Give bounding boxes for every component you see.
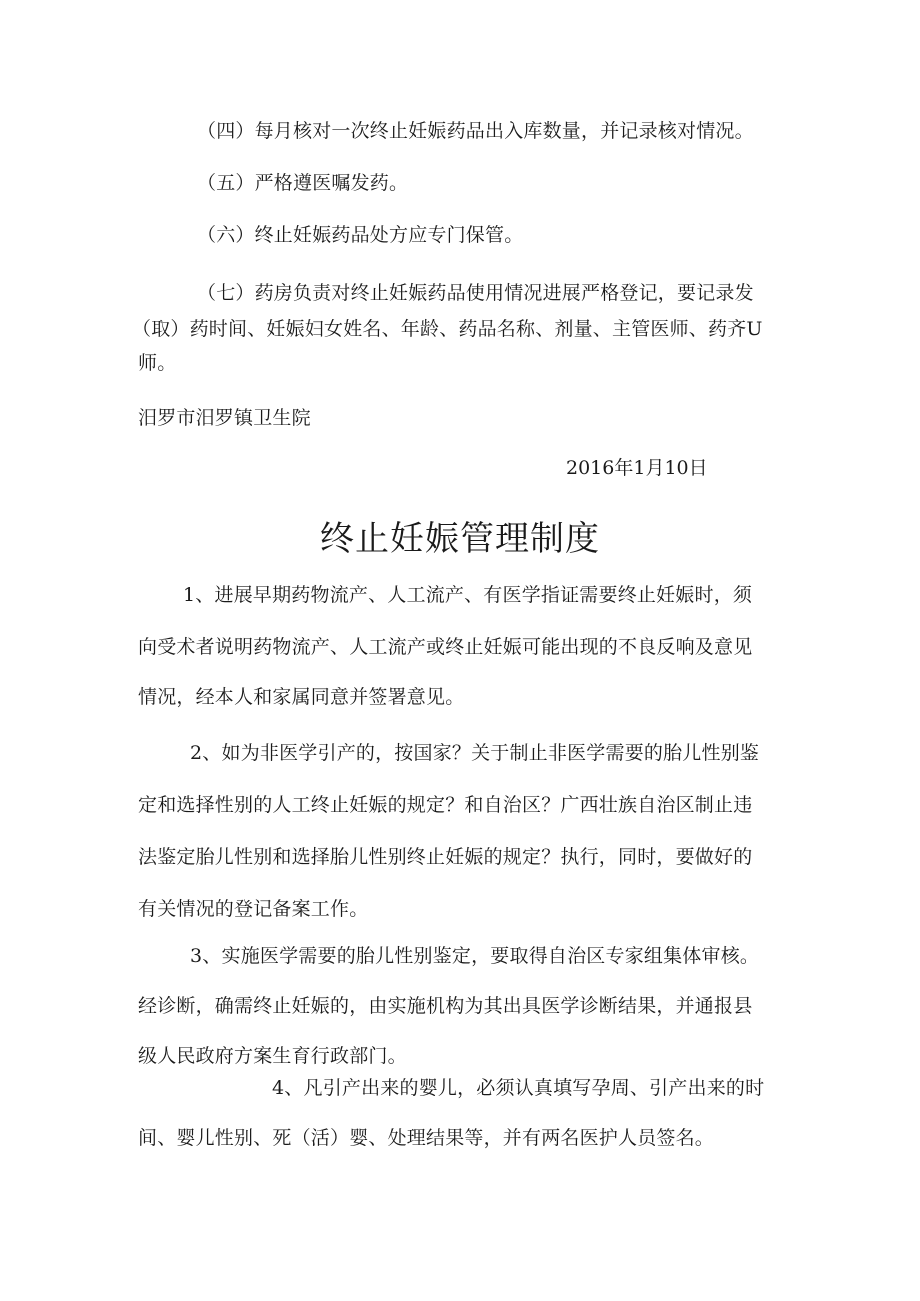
item-6: （六）终止妊娠药品处方应专门保管。 (197, 224, 524, 246)
rule-2-line-2: 定和选择性别的人工终止妊娠的规定？和自治区？广西壮族自治区制止违 (138, 794, 753, 816)
organization-name: 汨罗市汨罗镇卫生院 (138, 407, 311, 429)
rule-4-line-1: 4、凡引产出来的婴儿，必须认真填写孕周、引产出来的时 (272, 1077, 765, 1099)
rule-3-line-2: 经诊断，确需终止妊娠的，由实施机构为其出具医学诊断结果，并通报县 (138, 995, 753, 1017)
document-date: 2016年1月10日 (566, 457, 708, 479)
rule-3-line-1: 3、实施医学需要的胎儿性别鉴定，要取得自治区专家组集体审核。 (190, 945, 760, 967)
item-4: （四）每月核对一次终止妊娠药品出入库数量，并记录核对情况。 (197, 120, 754, 142)
page-title: 终止妊娠管理制度 (320, 519, 600, 559)
item-7-line-1: （七）药房负责对终止妊娠药品使用情况进展严格登记，要记录发 (197, 282, 754, 304)
rule-2-line-1: 2、如为非医学引产的，按国家？关于制止非医学需要的胎儿性别鉴 (190, 742, 760, 764)
rule-2-line-4: 有关情况的登记备案工作。 (138, 898, 369, 920)
rule-1-line-2: 向受术者说明药物流产、人工流产或终止妊娠可能出现的不良反响及意见 (138, 636, 753, 658)
rule-1-line-1: 1、进展早期药物流产、人工流产、有医学指证需要终止妊娠时，须 (183, 584, 753, 606)
rule-3-line-3: 级人民政府方案生育行政部门。 (138, 1045, 407, 1067)
item-7-line-2: （取）药时间、妊娠妇女姓名、年龄、药品名称、剂量、主管医师、药齐U (132, 318, 763, 340)
rule-4-line-2: 间、婴儿性别、死（活）婴、处理结果等，并有两名医护人员签名。 (138, 1127, 715, 1149)
item-7-line-3: 师。 (138, 352, 177, 374)
item-5: （五）严格遵医嘱发药。 (197, 172, 409, 194)
rule-1-line-3: 情况，经本人和家属同意并签署意见。 (138, 686, 465, 708)
rule-2-line-3: 法鉴定胎儿性别和选择胎儿性别终止妊娠的规定？执行，同时，要做好的 (138, 846, 753, 868)
